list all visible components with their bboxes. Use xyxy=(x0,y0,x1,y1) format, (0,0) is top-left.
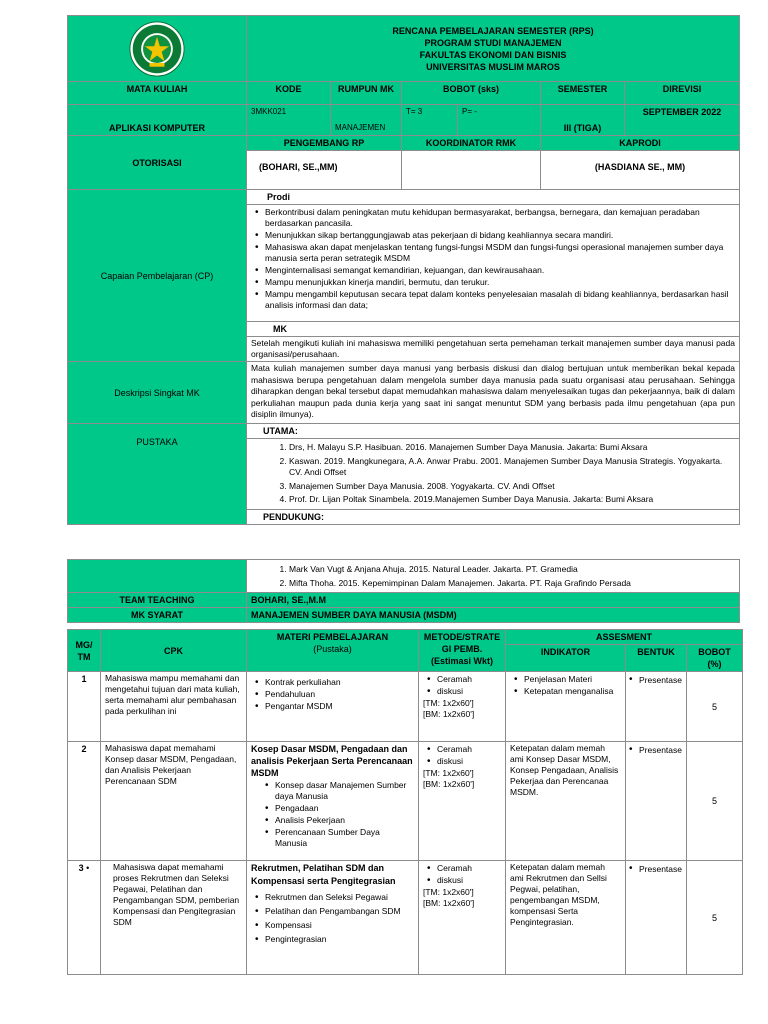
kaprodi-name: (HASDIANA SE., MM) xyxy=(541,151,740,190)
materi-item: • Pengadaan xyxy=(275,803,414,814)
row-metode xyxy=(419,672,506,742)
materi-item: • Kompensasi xyxy=(265,920,414,931)
metode-item: • Ceramah xyxy=(437,674,501,685)
row-cpk: Mahasiswa dapat memahami Konsep dasar MSDM, Pengadaan, dan Analisis Pekerjaan Perencanaan SDM xyxy=(101,742,247,861)
label-mk-syarat: MK SYARAT xyxy=(68,608,247,623)
metode-tm: [TM: 1x2x60'] xyxy=(423,887,474,897)
header-bobot: BOBOT (%) xyxy=(687,645,743,672)
reference-item: 1. Mark Van Vugt & Anjana Ahuja. 2015. Natural Leader. Jakarta. PT. Gramedia xyxy=(289,563,735,575)
row-mg-bullet: • xyxy=(83,863,90,873)
row-materi xyxy=(247,672,419,742)
row-materi xyxy=(247,861,419,975)
label-kaprodi: KAPRODI xyxy=(541,136,740,151)
label-otorisasi: OTORISASI xyxy=(68,136,247,190)
title-line-2: PROGRAM STUDI MANAJEMEN xyxy=(424,37,562,48)
header-cpk: CPK xyxy=(101,630,247,672)
indikator-item: • Ketepatan menganalisa xyxy=(524,686,621,697)
row-indikator: Ketepatan dalam memah ami Konsep Dasar MSDM, Konsep Pengadaan, Analisis Pekerjaa dan Perencanaa MSDM. xyxy=(506,742,626,861)
table-row xyxy=(68,861,743,975)
title-line-4: UNIVERSITAS MUSLIM MAROS xyxy=(426,61,560,72)
label-capaian: Capaian Pembelajaran (CP) xyxy=(68,190,247,362)
materi-item: • Kontrak perkuliahan xyxy=(265,677,414,688)
label-bobot: BOBOT (sks) xyxy=(402,82,541,105)
row-bentuk xyxy=(626,861,687,975)
reference-item: 1. Drs, H. Malayu S.P. Hasibuan. 2016. Manajemen Sumber Daya Manusia. Jakarta: Bumi Aksara xyxy=(289,442,735,454)
course-rumpun: MANAJEMEN xyxy=(331,105,402,136)
label-pustaka: PUSTAKA xyxy=(68,424,247,525)
reference-item: 4. Prof. Dr. Lijan Poltak Sinambela. 2019.Manajemen Sumber Daya Manusia. Jakarta: Bumi Aksara xyxy=(289,494,735,506)
label-deskripsi: Deskripsi Singkat MK xyxy=(68,362,247,424)
materi-item: • Pengintegrasian xyxy=(265,934,414,945)
table-row xyxy=(68,672,743,742)
header-metode: METODE/STRATE GI PEMB. (Estimasi Wkt) xyxy=(419,630,506,672)
prodi-item: • Mampu mengambil keputusan secara tepat dalam konteks penyelesaian masalah di bidang keahliannya, berdasarkan hasil analisis informasi dan data; xyxy=(265,289,735,311)
document-title xyxy=(247,16,740,82)
label-koordinator: KOORDINATOR RMK xyxy=(402,136,541,151)
bentuk-item: • Presentase xyxy=(639,863,682,875)
metode-bm: [BM: 1x2x60'] xyxy=(423,898,475,908)
schedule-table xyxy=(67,629,743,975)
metode-bm: [BM: 1x2x60'] xyxy=(423,779,475,789)
metode-item: • diskusi xyxy=(437,875,501,886)
materi-title: Rekrutmen, Pelatihan SDM dan Kompensasi serta Pengitegrasian xyxy=(251,863,396,886)
prodi-list xyxy=(247,205,740,322)
label-team-teaching: TEAM TEACHING xyxy=(68,593,247,608)
koordinator-name xyxy=(402,151,541,190)
label-pengembang: PENGEMBANG RP xyxy=(247,136,402,151)
course-semester: III (TIGA) xyxy=(541,105,625,136)
bobot-praktek: P= - xyxy=(458,105,541,136)
label-semester: SEMESTER xyxy=(541,82,625,105)
prodi-item: • Mahasiswa akan dapat menjelaskan tentang fungsi-fungsi MSDM dan fungsi-fungsi operasional manajemen sumber daya manusia serta peran setrategik MSDM xyxy=(265,242,735,264)
prodi-item: • Menunjukkan sikap bertanggungjawab atas pekerjaan di bidang keahliannya secara mandiri. xyxy=(265,230,735,241)
header-materi-title: MATERI PEMBELAJARAN xyxy=(276,632,389,642)
header-indikator: INDIKATOR xyxy=(506,645,626,672)
label-mata-kuliah: MATA KULIAH xyxy=(68,82,247,105)
row-cpk: Mahasiswa dapat memahami proses Rekrutmen dan Seleksi Pegawai, Pelatihan dan Pengambangan SDM, pemberian Kompensasi dan Pengitegrasian SDM xyxy=(101,861,247,975)
row-bobot: 5 xyxy=(687,861,743,975)
materi-item: • Rekrutmen dan Seleksi Pegawai xyxy=(265,892,414,903)
header-materi-sub: (Pustaka) xyxy=(313,644,352,654)
metode-item: • diskusi xyxy=(437,756,501,767)
rps-table-page2 xyxy=(67,559,740,623)
header-assesment: ASSESMENT xyxy=(506,630,743,645)
metode-tm: [TM: 1x2x60'] xyxy=(423,698,474,708)
row-metode xyxy=(419,742,506,861)
pendukung-list xyxy=(247,560,740,593)
metode-item: • diskusi xyxy=(437,686,501,697)
title-line-1: RENCANA PEMBELAJARAN SEMESTER (RPS) xyxy=(392,25,594,36)
reference-item: 2. Kaswan. 2019. Mangkunegara, A.A. Anwar Prabu. 2001. Manajemen Sumber Daya Manusia Strategis. Yogyakarta. CV. Andi Offset xyxy=(289,456,735,479)
row-materi xyxy=(247,742,419,861)
label-rumpun: RUMPUN MK xyxy=(331,82,402,105)
team-teaching-value: BOHARI, SE.,M.M xyxy=(247,593,740,608)
university-logo-icon xyxy=(129,21,185,77)
header-bentuk: BENTUK xyxy=(626,645,687,672)
mk-text: Setelah mengikuti kuliah ini mahasiswa memiliki pengetahuan serta pemehaman terkait manajemen sumber daya manusi pada organisasi/perusahaan. xyxy=(247,337,740,362)
prodi-item: • Mampu menunjukkan kinerja mandiri, bermutu, dan terukur. xyxy=(265,277,735,288)
metode-item: • Ceramah xyxy=(437,744,501,755)
header-materi xyxy=(247,630,419,672)
header-mg: MG/ TM xyxy=(68,630,101,672)
prodi-label: Prodi xyxy=(247,190,740,205)
bentuk-item: • Presentase xyxy=(639,674,682,686)
utama-label: UTAMA: xyxy=(247,424,740,439)
pendukung-label: PENDUKUNG: xyxy=(247,509,740,524)
prodi-item: • Berkontribusi dalam peningkatan mutu kehidupan bermasyarakat, berbangsa, bernegara, dan kemajuan peradaban berdasarkan pancasila. xyxy=(265,207,735,229)
course-revised: SEPTEMBER 2022 xyxy=(625,105,740,136)
metode-item: • Ceramah xyxy=(437,863,501,874)
metode-bm: [BM: 1x2x60'] xyxy=(423,709,475,719)
row-bobot: 5 xyxy=(687,672,743,742)
reference-item: 3. Manajemen Sumber Daya Manusia. 2008. Yogyakarta. CV. Andi Offset xyxy=(289,481,735,493)
course-name: APLIKASI KOMPUTER xyxy=(68,105,247,136)
materi-title: Kosep Dasar MSDM, Pengadaan dan analisis Pekerjaan Serta Perencanaan MSDM xyxy=(251,744,413,778)
row-metode xyxy=(419,861,506,975)
materi-item: • Pendahuluan xyxy=(265,689,414,700)
row-mg: 1 xyxy=(68,672,101,742)
title-line-3: FAKULTAS EKONOMI DAN BISNIS xyxy=(419,49,567,60)
materi-item: • Perencanaan Sumber Daya Manusia xyxy=(275,827,414,849)
reference-item: 2. Mifta Thoha. 2015. Kepemimpinan Dalam Manajemen. Jakarta. PT. Raja Grafindo Persada xyxy=(289,577,735,589)
mk-syarat-value: MANAJEMEN SUMBER DAYA MANUSIA (MSDM) xyxy=(247,608,740,623)
row-bentuk xyxy=(626,742,687,861)
deskripsi-text: Mata kuliah manajemen sumber daya manusi yang berbasis diskusi dan dialog bertujuan untuk memberikan bekal kepada mahasiswa berupa pengetahuan dalam mengelola sumber daya manusia pada suatu organisasi atau perusahaan. Sehingga diharapkan dengan bekal tersebut dapat memudahkan mahasiswa dalam menyelesaikan tugas dan pekerjaannya, baik di dalam perkuliahan maupun pada dunia kerja yang saat ini sangat menuntut SDM yang berbasis pada ilmu pengetahuan (apa pun disiplin ilmunya). xyxy=(247,362,740,424)
materi-item: • Konsep dasar Manajemen Sumber daya Manusia xyxy=(275,780,414,802)
row-indikator: Ketepatan dalam memah ami Rekrutmen dan Sellsi Pegwai, pelatihan, pengembangan MSDM, kompensasi Serta Pengintegrasian. xyxy=(506,861,626,975)
pendukung-left-cell xyxy=(68,560,247,593)
label-direvisi: DIREVISI xyxy=(625,82,740,105)
pengembang-name: (BOHARI, SE.,MM) xyxy=(247,151,402,190)
row-bobot: 5 xyxy=(687,742,743,861)
row-mg xyxy=(68,861,101,975)
utama-list xyxy=(247,439,740,510)
course-code: 3MKK021 xyxy=(247,105,331,136)
row-indikator xyxy=(506,672,626,742)
rps-table-page1 xyxy=(67,15,740,525)
mk-label: MK xyxy=(247,322,740,337)
metode-tm: [TM: 1x2x60'] xyxy=(423,768,474,778)
materi-item: • Pengantar MSDM xyxy=(265,701,414,712)
row-bentuk xyxy=(626,672,687,742)
bobot-teori: T= 3 xyxy=(402,105,458,136)
table-row xyxy=(68,742,743,861)
row-cpk: Mahasiswa mampu memahami dan mengetahui tujuan dari mata kuliah, serta memahami alur pembahasan pada perkulihan ini xyxy=(101,672,247,742)
label-kode: KODE xyxy=(247,82,331,105)
logo-cell xyxy=(68,16,247,82)
row-mg-number: 3 xyxy=(78,863,84,873)
row-mg: 2 xyxy=(68,742,101,861)
bentuk-item: • Presentase xyxy=(639,744,682,756)
materi-item: • Analisis Pekerjaan xyxy=(275,815,414,826)
materi-item: • Pelatihan dan Pengambangan SDM xyxy=(265,906,414,917)
indikator-item: • Penjelasan Materi xyxy=(524,674,621,685)
prodi-item: • Menginternalisasi semangat kemandirian, kejuangan, dan kewirausahaan. xyxy=(265,265,735,276)
